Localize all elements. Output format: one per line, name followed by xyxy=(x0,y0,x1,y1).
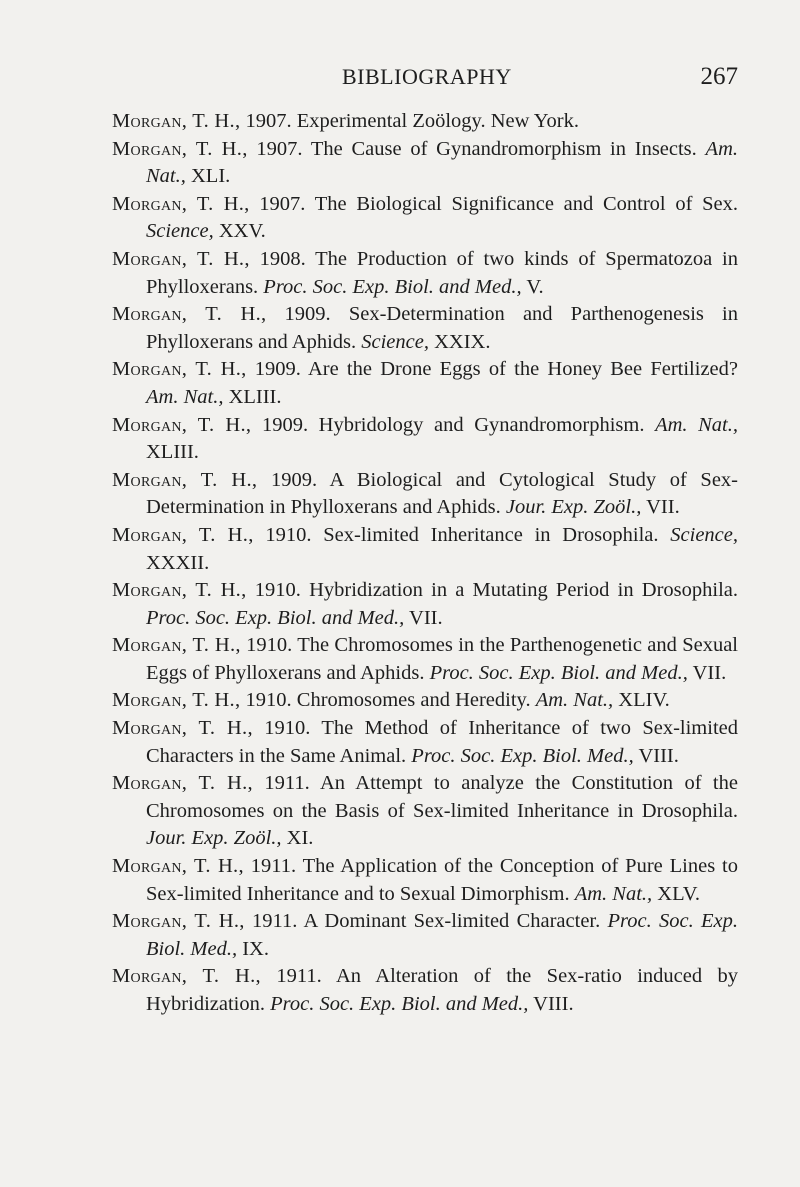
entry-title: 1909. Hybridology and Gynandromorphism. xyxy=(251,413,656,436)
running-head: BIBLIOGRAPHY xyxy=(342,64,512,89)
entry-author: Morgan, T. H., xyxy=(112,772,253,795)
bibliography-list xyxy=(112,108,738,1019)
entry-journal: Proc. Soc. Exp. Biol. Med., xyxy=(146,910,738,960)
entry-author: Morgan, T. H., xyxy=(112,523,254,546)
entry-title: 1911. An Alteration of the Sex-ratio induced by Hybridization. xyxy=(146,965,738,1015)
bibliography-entry xyxy=(112,136,738,191)
entry-title: 1908. The Production of two kinds of Spermatozoa in Phylloxerans. xyxy=(146,247,738,298)
entry-title: 1907. The Biological Significance and Control of Sex. xyxy=(249,192,738,215)
entry-author: Morgan, T. H., xyxy=(112,413,252,436)
entry-title: 1911. The Application of the Conception of Pure Lines to Sex-limited Inheritance and to Sexual Dimorphism. xyxy=(146,855,738,905)
entry-journal: Science, xyxy=(361,330,429,353)
entry-journal: Jour. Exp. Zoöl., xyxy=(505,496,642,519)
entry-volume: XLIV. xyxy=(613,689,670,712)
entry-author: Morgan, T. H., xyxy=(112,468,258,491)
entry-volume: XLIII. xyxy=(146,441,199,464)
bibliography-entry xyxy=(112,522,738,577)
entry-author: Morgan, T. H., xyxy=(112,965,261,988)
entry-journal: Proc. Soc. Exp. Biol. and Med., xyxy=(263,275,522,298)
entry-title: 1910. Chromosomes and Heredity. xyxy=(240,689,536,712)
entry-journal: Science, xyxy=(146,220,214,243)
bibliography-entry xyxy=(112,770,738,853)
entry-volume: IX. xyxy=(237,937,269,960)
entry-journal: Proc. Soc. Exp. Biol. and Med., xyxy=(146,606,405,629)
bibliography-entry xyxy=(112,467,738,522)
entry-volume: XLI. xyxy=(185,165,231,188)
entry-journal: Proc. Soc. Exp. Biol. and Med., xyxy=(270,993,529,1015)
entry-volume: XXIX. xyxy=(428,330,491,353)
entry-volume: XXXII. xyxy=(146,551,210,574)
entry-volume: VII. xyxy=(404,606,443,629)
entry-journal: Am. Nat., xyxy=(146,385,224,408)
bibliography-entry xyxy=(112,246,738,301)
entry-volume: XXV. xyxy=(213,220,266,243)
entry-volume: VIII. xyxy=(528,993,574,1015)
entry-title: 1909. Are the Drone Eggs of the Honey Bee Fertilized? xyxy=(246,358,738,381)
entry-journal: Science, xyxy=(670,523,738,546)
entry-title: 1907. Experimental Zoölogy. New York. xyxy=(240,110,579,132)
entry-author: Morgan, T. H., xyxy=(112,247,250,270)
entry-volume: VII. xyxy=(687,661,727,684)
entry-journal: Am. Nat., xyxy=(535,689,614,712)
entry-journal: Proc. Soc. Exp. Biol. Med., xyxy=(411,744,634,767)
entry-journal: Am. Nat., xyxy=(655,413,738,436)
entry-volume: VII. xyxy=(641,496,680,519)
bibliography-entry xyxy=(112,853,738,908)
entry-title: 1910. Hybridization in a Mutating Period in Drosophila. xyxy=(246,579,738,602)
entry-volume: VIII. xyxy=(633,744,679,767)
page-number: 267 xyxy=(700,63,738,90)
entry-title: 1909. Sex-Determination and Parthenogenesis in Phylloxerans and Aphids. xyxy=(146,303,738,353)
bibliography-entry xyxy=(112,108,738,136)
entry-author: Morgan, T. H., xyxy=(112,358,247,381)
entry-journal: Proc. Soc. Exp. Biol. and Med., xyxy=(429,661,688,684)
entry-title: 1911. An Attempt to analyze the Constitution of the Chromosomes on the Basis of Sex-limited Inheritance in Drosophila. xyxy=(146,772,738,822)
bibliography-entry xyxy=(112,963,738,1018)
entry-author: Morgan, T. H., xyxy=(112,192,250,215)
entry-author: Morgan, T. H., xyxy=(112,303,267,326)
entry-author: Morgan, T. H., xyxy=(112,910,245,933)
entry-author: Morgan, T. H., xyxy=(112,689,241,712)
page-header xyxy=(0,62,800,92)
entry-volume: XI. xyxy=(281,827,314,850)
entry-author: Morgan, T. H., xyxy=(112,855,244,878)
bibliography-entry xyxy=(112,191,738,246)
bibliography-entry xyxy=(112,301,738,356)
entry-author: Morgan, T. H., xyxy=(112,579,247,602)
bibliography-entry xyxy=(112,577,738,632)
bibliography-entry xyxy=(112,908,738,963)
entry-title: 1911. A Dominant Sex-limited Character. xyxy=(244,910,608,933)
bibliography-entry xyxy=(112,412,738,467)
entry-volume: V. xyxy=(521,275,544,298)
entry-journal: Jour. Exp. Zoöl., xyxy=(146,827,282,850)
bibliography-entry xyxy=(112,356,738,411)
entry-journal: Am. Nat., xyxy=(146,137,738,188)
entry-author: Morgan, T. H., xyxy=(112,110,241,132)
bibliography-entry xyxy=(112,632,738,687)
entry-author: Morgan, T. H., xyxy=(112,137,248,160)
entry-journal: Am. Nat., xyxy=(574,882,653,905)
entry-title: 1909. A Biological and Cytological Study of Sex-Determination in Phylloxerans and Aphids. xyxy=(146,468,738,519)
bibliography-entry xyxy=(112,715,738,770)
entry-title: 1910. The Method of Inheritance of two Sex-limited Characters in the Same Animal. xyxy=(146,717,738,767)
entry-author: Morgan, T. H., xyxy=(112,634,241,657)
entry-title: 1910. The Chromosomes in the Parthenogenetic and Sexual Eggs of Phylloxerans and Aphids. xyxy=(146,634,738,684)
entry-title: 1907. The Cause of Gynandromorphism in Insects. xyxy=(247,137,706,160)
entry-volume: XLV. xyxy=(652,882,701,905)
entry-title: 1910. Sex-limited Inheritance in Drosophila. xyxy=(253,523,671,546)
entry-author: Morgan, T. H., xyxy=(112,717,253,740)
bibliography-entry xyxy=(112,687,738,715)
entry-volume: XLIII. xyxy=(223,385,282,408)
